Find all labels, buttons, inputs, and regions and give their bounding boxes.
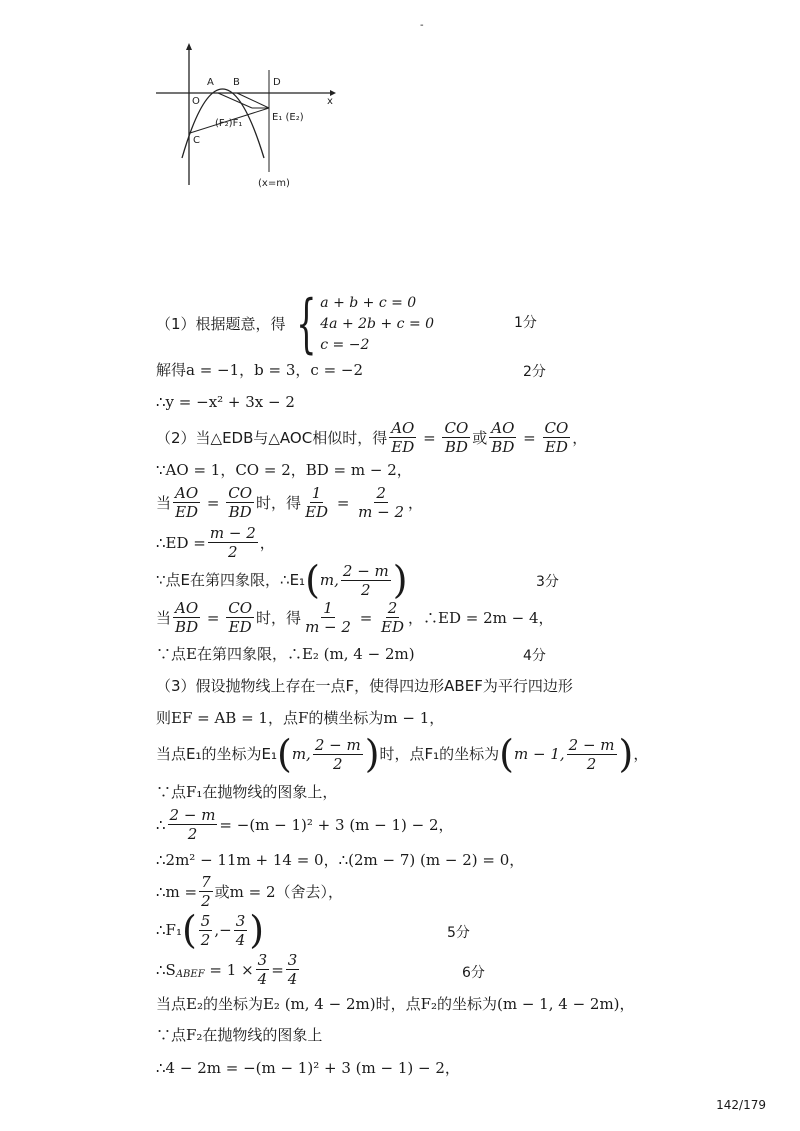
- line-7: ∴ED = $\frac{m - 2}{2}$ ，: [156, 524, 275, 561]
- segment-be: [237, 93, 269, 108]
- score-6: 6分: [462, 965, 485, 981]
- line-11: （3）假设抛物线上存在一点F，使得四边形ABEF为平行四边形: [156, 677, 573, 695]
- line-18: ∴F₁ ( $\frac{5}{2}$ , − $\frac{3}{4}$ ): [156, 908, 265, 952]
- equation-system: { a + b + c = 0 4a + 2b + c = 0 c = −2: [295, 287, 435, 361]
- line-3: ∴y = −x² + 3x − 2: [156, 393, 295, 411]
- line-6: 当 $\frac{AO}{ED}$ = $\frac{CO}{BD}$ 时，得 $\frac{1}{ED}$ = $\frac{2}{m - 2}$ ，: [156, 484, 424, 521]
- line-1: （1）根据题意，得 { a + b + c = 0 4a + 2b + c = 0 c = −2: [156, 287, 435, 361]
- label-x: x: [327, 96, 333, 107]
- score-3: 3分: [536, 574, 559, 590]
- page-number: 142/179: [716, 1098, 766, 1112]
- line-19: ∴S ABEF = 1 × $\frac{3}{4}$ = $\frac{3}{4}$: [156, 951, 298, 988]
- score-5: 5分: [447, 925, 470, 941]
- score-4: 4分: [523, 648, 546, 664]
- line-13: 当点E₁的坐标为E₁ ( m, $\frac{2 - m}{2}$ ) 时，点F₁的坐标为 ( m − 1, $\frac{2 - m}{2}$ ) ，: [156, 732, 649, 776]
- line-5: ∵AO = 1，CO = 2，BD = m − 2，: [156, 461, 412, 479]
- label-b: B: [233, 77, 240, 88]
- line-14: ∵点F₁在抛物线的图象上，: [156, 783, 338, 801]
- line-12: 则EF = AB = 1，点F的横坐标为m − 1，: [156, 709, 445, 727]
- score-2: 2分: [523, 364, 546, 380]
- score-1: 1分: [514, 315, 537, 331]
- line-16: ∴2m² − 11m + 14 = 0，∴(2m − 7) (m − 2) = 0，: [156, 851, 525, 869]
- line-4: （2）当△EDB与△AOC相似时，得 $\frac{AO}{ED}$ = $\frac{CO}{BD}$ 或 $\frac{AO}{BD}$ = $\frac{CO}{ED}$ ，: [156, 419, 588, 456]
- line-9: 当 $\frac{AO}{BD}$ = $\frac{CO}{ED}$ 时，得 $\frac{1}{m - 2}$ = $\frac{2}{ED}$ ，∴ED = 2m − 4，: [156, 599, 554, 636]
- line-22: ∴4 − 2m = −(m − 1)² + 3 (m − 1) − 2，: [156, 1059, 460, 1077]
- line-17: ∴m = $\frac{7}{2}$ 或m = 2（舍去），: [156, 873, 344, 910]
- line-21: ∵点F₂在抛物线的图象上: [156, 1026, 323, 1044]
- parabola-figure: [152, 40, 342, 195]
- line-15: ∴ $\frac{2 - m}{2}$ = −(m − 1)² + 3 (m − 1) − 2，: [156, 806, 454, 843]
- label-o: O: [192, 96, 200, 107]
- line-20: 当点E₂的坐标为E₂ (m, 4 − 2m)时，点F₂的坐标为(m − 1, 4 − 2m)，: [156, 995, 635, 1013]
- label-c: C: [193, 135, 200, 146]
- line-2: 解得a = −1，b = 3，c = −2: [156, 361, 364, 379]
- line-10: ∵点E在第四象限，∴E₂ (m, 4 − 2m): [156, 645, 415, 663]
- label-e: E₁ (E₂): [272, 112, 304, 123]
- line-8: ∵点E在第四象限，∴E₁ ( m, $\frac{2 - m}{2}$ ): [156, 558, 408, 602]
- label-a: A: [207, 77, 214, 88]
- label-xm: (x=m): [258, 178, 290, 189]
- label-f: (F₂)F₁: [215, 118, 243, 129]
- label-d: D: [273, 77, 281, 88]
- y-axis-arrow: [186, 43, 192, 50]
- header-mark: -: [420, 20, 424, 31]
